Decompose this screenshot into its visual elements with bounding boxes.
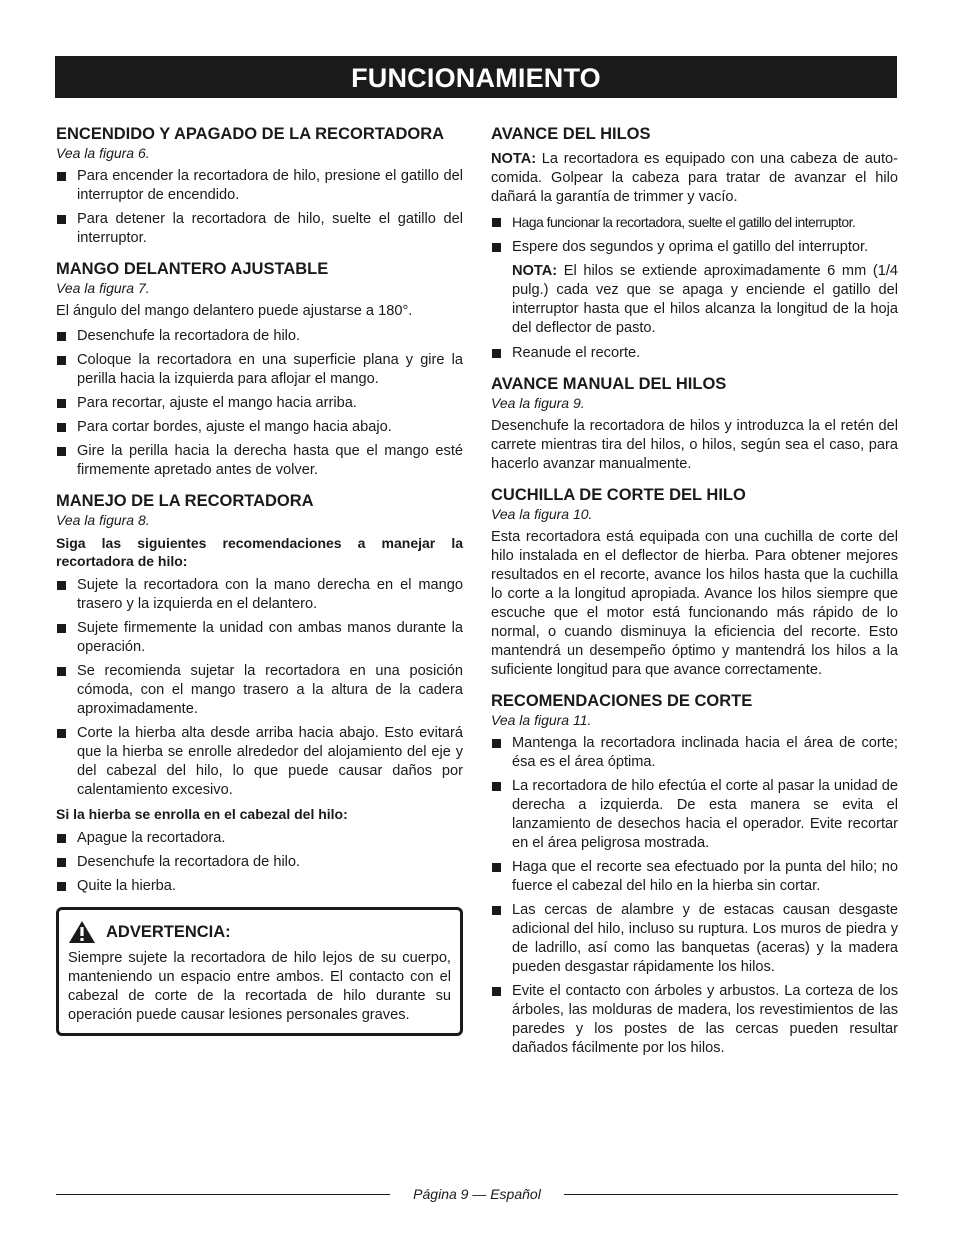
left-column xyxy=(56,124,463,1036)
list-item: Espere dos segundos y oprima el gatillo del interruptor. xyxy=(491,238,898,257)
list-item: Coloque la recortadora en una superficie plana y gire la perilla hacia la izquierda para aflojar el mango. xyxy=(56,351,463,389)
right-column xyxy=(491,124,898,1069)
bullet-list xyxy=(491,734,898,1058)
warning-title: ADVERTENCIA: xyxy=(106,922,231,941)
figure-ref: Vea la figura 9. xyxy=(491,395,585,411)
bullet-list xyxy=(491,213,898,257)
section-handling xyxy=(56,491,463,896)
bullet-icon xyxy=(492,349,501,358)
figure-ref: Vea la figura 7. xyxy=(56,280,150,296)
section-manual-advance xyxy=(491,374,898,474)
figure-ref: Vea la figura 11. xyxy=(491,712,592,728)
page-footer: Página 9 — Español xyxy=(413,1186,541,1202)
note-paragraph xyxy=(491,150,898,207)
bullet-icon xyxy=(57,356,66,365)
bullet-icon xyxy=(57,215,66,224)
list-item: Gire la perilla hacia la derecha hasta que el mango esté firmemente apretado antes de volver. xyxy=(56,442,463,480)
list-item: Apague la recortadora. xyxy=(56,829,463,848)
bullet-icon xyxy=(57,581,66,590)
figure-ref: Vea la figura 6. xyxy=(56,145,150,161)
section-line-cutter xyxy=(491,485,898,680)
list-item: Corte la hierba alta desde arriba hacia abajo. Esto evitará que la hierba se enrolle alrededor del alojamiento del eje y del cabezal del hilo, lo que puede causar daños por calentamiento excesivo. xyxy=(56,724,463,800)
figure-ref: Vea la figura 10. xyxy=(491,506,593,522)
warning-text: Siempre sujete la recortadora de hilo lejos de su cuerpo, manteniendo un espacio entre ambos. El contacto con el cabezal de corte de la recortada de hilo durante su operación puede causar lesiones personales graves. xyxy=(68,950,451,1023)
bullet-icon xyxy=(492,739,501,748)
note-text: La recortadora es equipado con una cabeza de auto-comida. Golpear la cabeza para tratar de avanzar el hilo dañará la garantía de trimmer y vacío. xyxy=(491,151,898,205)
section-title: AVANCE DEL HILOS xyxy=(491,125,651,143)
paragraph: Desenchufe la recortadora de hilos y introduzca la el retén del carrete mientras tira del hilos, o hilos, según sea el caso, para hacerlo avanzar manualmente. xyxy=(491,418,898,472)
bullet-icon xyxy=(492,906,501,915)
section-title: RECOMENDACIONES DE CORTE xyxy=(491,692,753,710)
paragraph: Esta recortadora está equipada con una cuchilla de corte del hilo instalada en el deflector de hierba. Para obtener mejores resultados en el recorte, avance los hilos hasta que la cuchilla lo corte a la longitud apropiada. Avance los hilos siempre que escuche que el motor está funcionando más rápido de lo normal, o cuando disminuya la eficiencia del recorte. Esto mantendrá un desempeño óptimo y mantendrá los hilos a la suficiente longitud para que avance correctamente. xyxy=(491,529,898,678)
section-title: AVANCE MANUAL DEL HILOS xyxy=(491,375,727,393)
section-on-off xyxy=(56,124,463,248)
list-item: Haga que el recorte sea efectuado por la punta del hilo; no fuerce el cabezal del hilo en la hierba sin cortar. xyxy=(491,858,898,896)
list-item: Se recomienda sujetar la recortadora en una posición cómoda, con el mango trasero a la altura de la cadera aproximadamente. xyxy=(56,662,463,719)
list-item: Desenchufe la recortadora de hilo. xyxy=(56,327,463,346)
bullet-icon xyxy=(57,667,66,676)
warning-box xyxy=(56,907,463,1036)
section-cutting-tips xyxy=(491,691,898,1058)
section-front-handle xyxy=(56,259,463,480)
bullet-icon xyxy=(57,172,66,181)
section-title: CUCHILLA DE CORTE DEL HILO xyxy=(491,486,746,504)
list-item: Reanude el recorte. xyxy=(491,344,898,363)
note-label: NOTA: xyxy=(491,151,537,167)
bullet-list xyxy=(56,327,463,480)
bullet-icon xyxy=(492,782,501,791)
list-item: Las cercas de alambre y de estacas causan desgaste adicional del hilo, incluso su ruptura. Los muros de piedra y de ladrillo, así como las banquetas (aceras) y la madera pueden desgastar rápidamente los hilos. xyxy=(491,901,898,977)
bullet-icon xyxy=(492,863,501,872)
list-item: Haga funcionar la recortadora, suelte el gatillo del interruptor. xyxy=(491,213,898,233)
section-title: MANGO DELANTERO AJUSTABLE xyxy=(56,260,329,278)
list-item: Para cortar bordes, ajuste el mango hacia abajo. xyxy=(56,418,463,437)
lead-text: Siga las siguientes recomendaciones a manejar la recortadora de hilo: xyxy=(56,535,463,569)
bullet-icon xyxy=(492,218,501,227)
bullet-icon xyxy=(57,882,66,891)
bullet-icon xyxy=(492,243,501,252)
bullet-list xyxy=(56,576,463,800)
note-label: NOTA: xyxy=(512,263,558,279)
bullet-icon xyxy=(57,729,66,738)
bullet-icon xyxy=(57,834,66,843)
bullet-icon xyxy=(57,858,66,867)
sub-note xyxy=(491,262,898,338)
list-item: Mantenga la recortadora inclinada hacia el área de corte; ésa es el área óptima. xyxy=(491,734,898,772)
section-title: ENCENDIDO Y APAGADO DE LA RECORTADORA xyxy=(56,125,445,143)
section-title: MANEJO DE LA RECORTADORA xyxy=(56,492,314,510)
warning-header xyxy=(68,920,451,944)
bullet-icon xyxy=(57,447,66,456)
bullet-icon xyxy=(57,423,66,432)
list-item: Sujete firmemente la unidad con ambas manos durante la operación. xyxy=(56,619,463,657)
list-item: Para encender la recortadora de hilo, presione el gatillo del interruptor de encendido. xyxy=(56,167,463,205)
bullet-icon xyxy=(57,399,66,408)
section-line-advance xyxy=(491,124,898,363)
list-item: Evite el contacto con árboles y arbustos. La corteza de los árboles, las molduras de madera, los revestimientos de las paredes y los postes de las cercas pueden resultar dañados fácilmente por los hilos. xyxy=(491,982,898,1058)
warning-triangle-icon xyxy=(68,920,96,944)
list-item: Sujete la recortadora con la mano derecha en el mango trasero y la izquierda en el delantero. xyxy=(56,576,463,614)
figure-ref: Vea la figura 8. xyxy=(56,512,150,528)
bullet-list xyxy=(56,167,463,248)
list-item: La recortadora de hilo efectúa el corte al pasar la unidad de derecha a izquierda. De esta manera se evita el lanzamiento de desechos hacia el operador. Evite recortar en el área peligrosa mostrada. xyxy=(491,777,898,853)
list-item: Para recortar, ajuste el mango hacia arriba. xyxy=(56,394,463,413)
bullet-list xyxy=(56,829,463,896)
bullet-list xyxy=(491,344,898,363)
bullet-icon xyxy=(492,987,501,996)
sub-heading: Si la hierba se enrolla en el cabezal del hilo: xyxy=(56,806,348,822)
page-title: FUNCIONAMIENTO xyxy=(55,56,897,98)
paragraph: El ángulo del mango delantero puede ajustarse a 180°. xyxy=(56,303,413,319)
bullet-icon xyxy=(57,332,66,341)
list-item: Quite la hierba. xyxy=(56,877,463,896)
bullet-icon xyxy=(57,624,66,633)
list-item: Para detener la recortadora de hilo, suelte el gatillo del interruptor. xyxy=(56,210,463,248)
note-text: El hilos se extiende aproximadamente 6 mm (1/4 pulg.) cada vez que se apaga y enciende el gatillo del interruptor hasta que el hilos alcanza la longitud de la hoja del deflector de pasto. xyxy=(512,263,898,336)
list-item: Desenchufe la recortadora de hilo. xyxy=(56,853,463,872)
